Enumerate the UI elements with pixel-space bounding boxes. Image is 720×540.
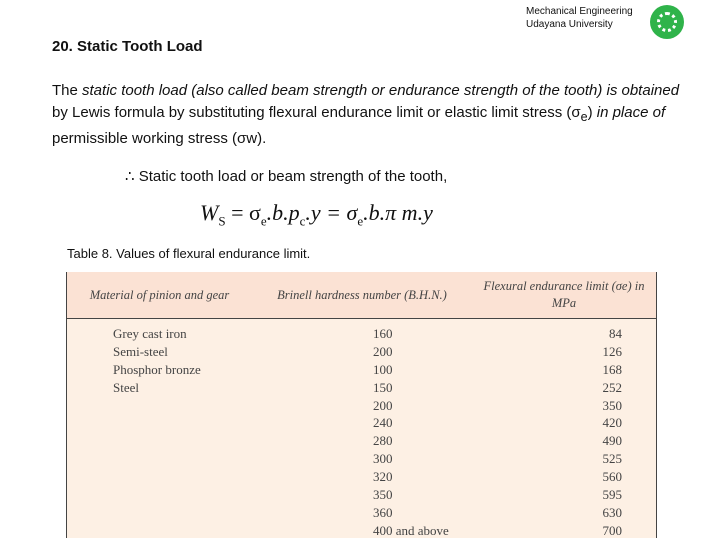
column-header: Material of pinion and gear	[89, 287, 230, 302]
table-cell: 168	[602, 361, 622, 377]
text: The	[52, 82, 83, 99]
text: .b.π m.y	[363, 200, 433, 225]
bhn-column	[252, 325, 472, 540]
text: e	[260, 213, 267, 229]
text: .b.p	[266, 200, 300, 225]
university-logo	[650, 5, 684, 39]
table-cell: 300	[373, 451, 393, 467]
text: = σ	[225, 200, 261, 225]
table-cell: 280	[373, 433, 393, 449]
table-cell: 200	[373, 397, 393, 413]
text: W	[200, 200, 219, 225]
table-cell: Steel	[113, 379, 139, 395]
table-cell: Semi-steel	[113, 343, 168, 359]
table-cell: 240	[373, 415, 393, 431]
limit-column	[472, 325, 622, 540]
institution-header	[526, 5, 633, 31]
logo-emblem-icon	[657, 12, 677, 32]
text: static tooth load (also called beam strength or endurance strength of the tooth) is obtained	[82, 82, 680, 99]
table-cell: 400 and above	[373, 522, 449, 538]
table-cell: 595	[602, 487, 622, 503]
table-cell: 490	[602, 433, 622, 449]
table-cell: 360	[373, 504, 393, 520]
table-cell: 160	[373, 326, 393, 341]
table-cell: 350	[602, 397, 622, 413]
table-cell: 350	[373, 487, 393, 503]
table-cell: Grey cast iron	[113, 326, 187, 341]
table-cell: 100	[373, 361, 393, 377]
statement: ∴ Static tooth load or beam strength of the tooth,	[125, 168, 448, 185]
text: S	[218, 213, 226, 229]
department-label: Mechanical Engineering	[526, 6, 633, 17]
table-cell: 630	[602, 504, 622, 520]
table-caption: Table 8. Values of flexural endurance limit.	[67, 246, 311, 261]
table-cell: 320	[373, 469, 393, 485]
table-cell: 420	[602, 415, 622, 431]
table-cell: 200	[373, 343, 393, 359]
text: c	[299, 213, 306, 229]
table-cell: 84	[609, 326, 622, 341]
column-header: Brinell hardness number (B.H.N.)	[277, 287, 447, 302]
table-cell: Phosphor bronze	[113, 361, 201, 377]
material-column	[67, 325, 252, 540]
table-cell: 126	[602, 343, 622, 359]
text: by Lewis formula by substituting flexural endurance limit or elastic limit stress (σ	[52, 104, 581, 121]
table-cell: 560	[602, 469, 622, 485]
table-cell: 150	[373, 379, 393, 395]
text: )	[587, 104, 597, 121]
lewis-formula	[200, 200, 433, 229]
text: e	[580, 110, 588, 124]
text: e	[357, 213, 364, 229]
table-cell: 252	[602, 379, 622, 395]
table-cell: 700	[602, 522, 622, 538]
description-paragraph	[52, 80, 692, 150]
text: permissible working stress (σw).	[52, 130, 267, 147]
table-header	[67, 272, 656, 319]
section-title: 20. Static Tooth Load	[52, 38, 203, 55]
table-cell: 525	[602, 451, 622, 467]
university-label: Udayana University	[526, 19, 613, 30]
text: in place of	[596, 104, 666, 121]
text: .y = σ	[305, 200, 358, 225]
endurance-limit-table	[66, 272, 657, 538]
column-header: Flexural endurance limit (σe) in MPa	[483, 279, 645, 310]
